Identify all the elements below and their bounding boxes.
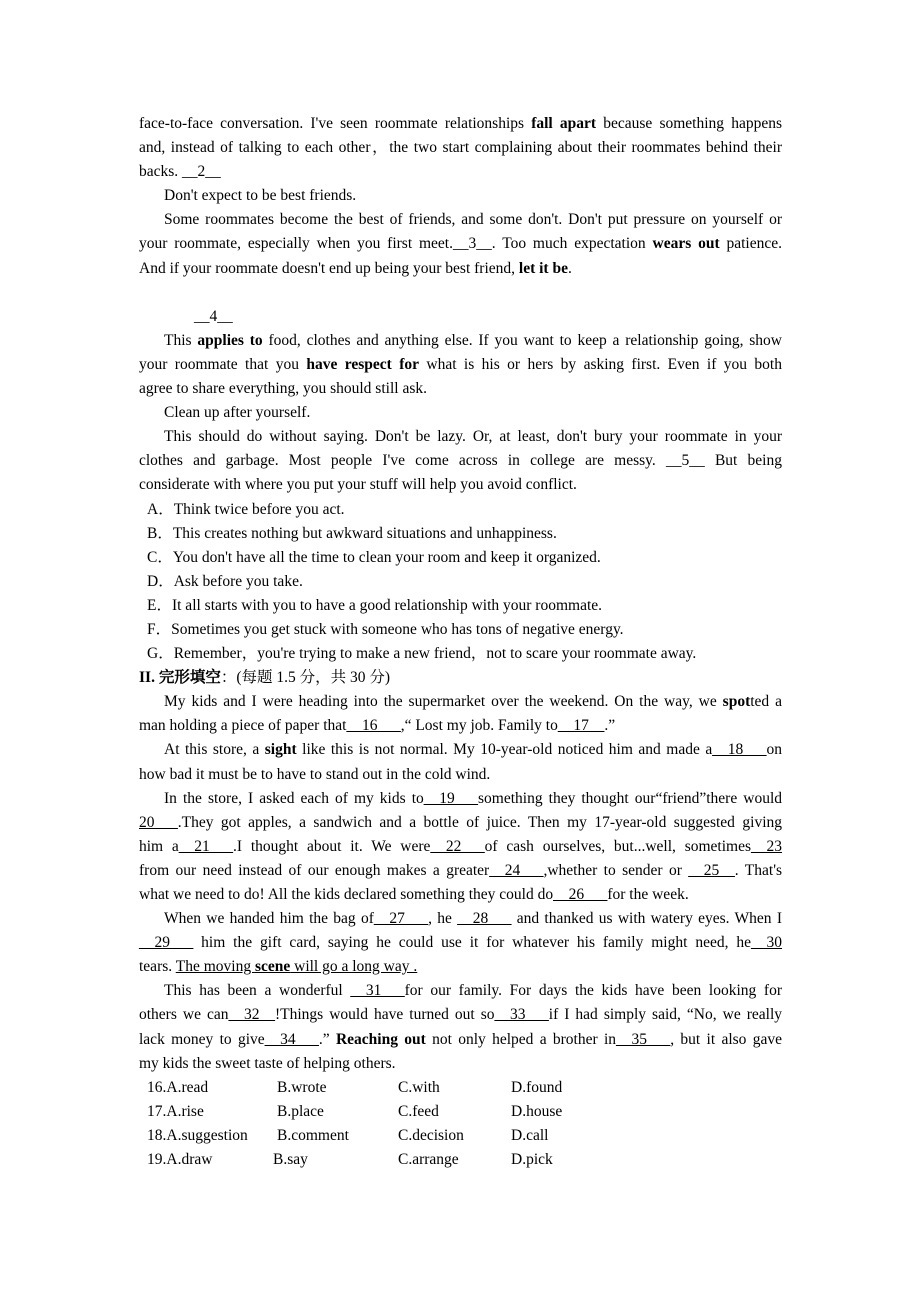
paragraph-line: and, instead of talking to each other，the two start complaining about their roommates behind their	[139, 139, 782, 157]
blank-34: __34___	[264, 1030, 319, 1048]
blank-27: __27___	[373, 910, 429, 928]
option-f: F．Sometimes you get stuck with someone who has tons of negative energy.	[147, 620, 624, 638]
question-18: 18.A.suggestion B.comment C.decision D.call	[147, 1126, 549, 1144]
cloze-line: __29___ him the gift card, saying he could use it for whatever his family might need, he__30	[139, 934, 782, 952]
blank-29: __29___	[139, 934, 194, 952]
document-page	[139, 112, 782, 1172]
blank-16: __16___	[346, 717, 401, 735]
cloze-line: how bad it must be to have to stand out in the cold wind.	[139, 765, 491, 783]
blank-31: __31___	[350, 982, 405, 1000]
blank-25: __25__	[688, 861, 735, 879]
question-19: 19.A.draw B.say C.arrange D.pick	[147, 1151, 553, 1169]
blank-2: __2__	[182, 163, 221, 181]
cloze-line: him a__21___.I thought about it. We were__22___of cash ourselves, but...well, sometimes__23	[139, 837, 782, 855]
cloze-line: In the store, I asked each of my kids to__19___something they thought our“friend”there would	[164, 789, 782, 807]
cloze-line: my kids the sweet taste of helping others.	[139, 1054, 396, 1072]
paragraph-line: This should do without saying. Don't be lazy. Or, at least, don't bury your roommate in your	[164, 428, 782, 446]
section-2-title: II. 完形填空：(每题 1.5 分，共 30 分)	[139, 669, 391, 687]
option-g: G．Remember，you're trying to make a new friend，not to scare your roommate away.	[147, 645, 697, 663]
cloze-line: man holding a piece of paper that__16___,“ Lost my job. Family to__17__.”	[139, 717, 616, 735]
blank-35: __35___	[616, 1030, 671, 1048]
blank-18: __18___	[712, 741, 767, 759]
cloze-line: what we need to do! All the kids declared something they could do__26___for the week.	[139, 886, 689, 903]
paragraph-line: clothes and garbage. Most people I've come across in college are messy. __5__ But being	[139, 452, 782, 470]
cloze-line: My kids and I were heading into the supermarket over the weekend. On the way, we spotted a	[164, 693, 782, 711]
blank-32: __32__	[228, 1006, 275, 1024]
blank-24: __24___	[489, 861, 544, 879]
subheading-clean-up: Clean up after yourself.	[164, 404, 311, 422]
blank-26: __26___	[553, 886, 608, 903]
paragraph-line: agree to share everything, you should still ask.	[139, 380, 427, 398]
blank-3: __3__	[453, 235, 492, 253]
blank-23: __23	[751, 837, 782, 855]
option-b: B．This creates nothing but awkward situations and unhappiness.	[147, 524, 557, 542]
blank-30: __30	[751, 934, 782, 952]
paragraph-line: And if your roommate doesn't end up being your best friend, let it be.	[139, 259, 572, 277]
option-c: C．You don't have all the time to clean your room and keep it organized.	[147, 548, 601, 566]
option-d: D．Ask before you take.	[147, 572, 303, 590]
blank-21: __21___	[178, 837, 234, 855]
cloze-line: At this store, a sight like this is not normal. My 10-year-old noticed him and made a__18___on	[164, 741, 782, 759]
paragraph-line: Some roommates become the best of friends, and some don't. Don't put pressure on yourself or	[164, 211, 782, 229]
blank-20: 20___	[139, 813, 178, 831]
cloze-line: from our need instead of our enough makes a greater__24___,whether to sender or __25__. That's	[139, 861, 783, 879]
blank-33: __33___	[494, 1006, 549, 1024]
paragraph-line: backs. __2__	[139, 163, 221, 181]
blank-28: __28___	[457, 910, 512, 928]
blank-22: __22___	[430, 837, 485, 855]
paragraph-line: your roommate, especially when you first meet.__3__. Too much expectation wears out patience.	[139, 235, 782, 253]
paragraph-line: This applies to food, clothes and anything else. If you want to keep a relationship going, show	[164, 331, 782, 349]
question-17: 17.A.rise B.place C.feed D.house	[147, 1102, 563, 1120]
cloze-line: tears. The moving scene will go a long way .	[139, 958, 418, 976]
paragraph-line: considerate with where you put your stuff will help you avoid conflict.	[139, 476, 577, 494]
question-16: 16.A.read B.wrote C.with D.found	[147, 1078, 563, 1096]
cloze-line: others we can__32__!Things would have turned out so__33___if I had simply said, “No, we really	[139, 1006, 782, 1024]
cloze-line: When we handed him the bag of__27___, he __28___ and thanked us with watery eyes. When I	[164, 910, 782, 928]
cloze-line: lack money to give__34___.” Reaching out not only helped a brother in__35___, but it also gave	[139, 1030, 782, 1048]
underlined-sentence: The moving scene will go a long way .	[175, 958, 418, 976]
blank-5: __5__	[666, 452, 705, 470]
blank-17: __17__	[557, 717, 605, 735]
paragraph-line: face-to-face conversation. I've seen roommate relationships fall apart because something happens	[139, 115, 782, 132]
blank-19: __19___	[423, 789, 479, 807]
cloze-line: This has been a wonderful __31___for our family. For days the kids have been looking for	[164, 982, 782, 1000]
paragraph-line: your roommate that you have respect for what is his or hers by asking first. Even if you both	[139, 355, 782, 373]
subheading-best-friends: Don't expect to be best friends.	[164, 187, 357, 205]
option-a: A．Think twice before you act.	[147, 500, 345, 518]
option-e: E．It all starts with you to have a good relationship with your roommate.	[147, 596, 603, 614]
blank-4-heading: __4__	[194, 307, 233, 325]
cloze-line: 20___.They got apples, a sandwich and a bottle of juice. Then my 17-year-old suggested giving	[139, 813, 782, 831]
